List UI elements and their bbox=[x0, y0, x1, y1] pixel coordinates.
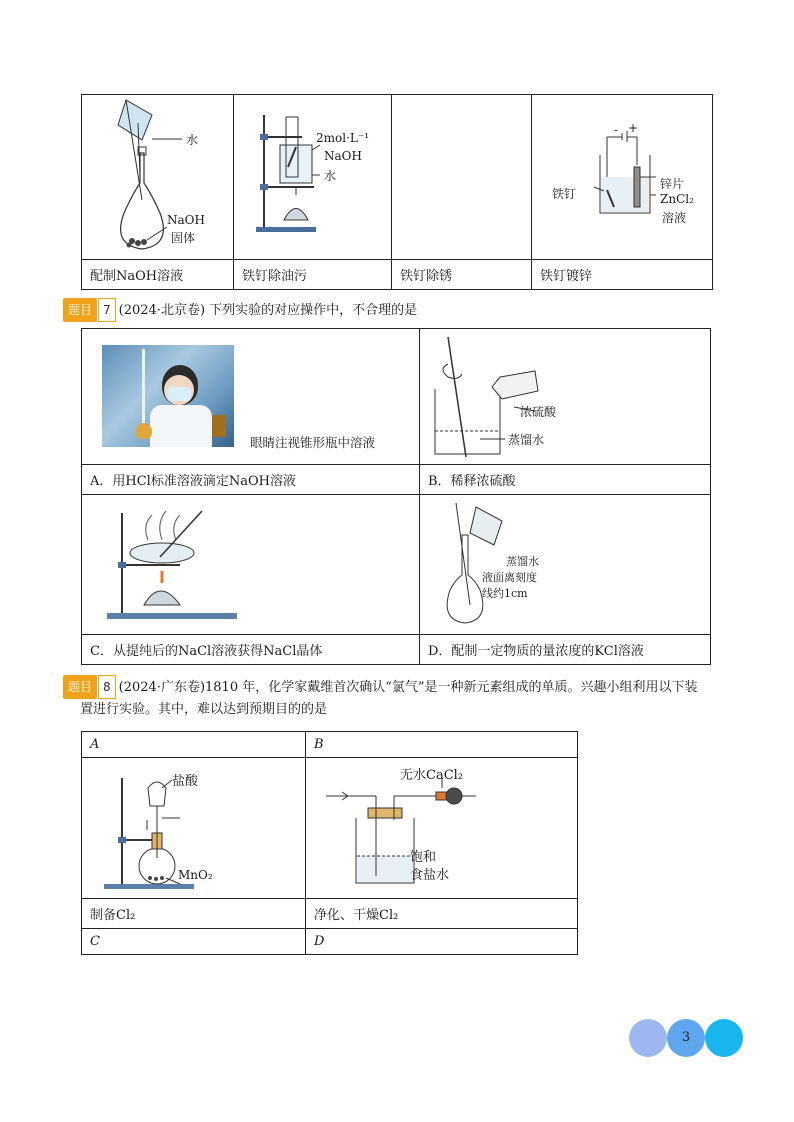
electroplating-figure bbox=[532, 95, 712, 255]
caption-galvanize: 铁钉镀锌 bbox=[532, 260, 713, 290]
option-a-caption[interactable]: A．用HCl标准溶液滴定NaOH溶液 bbox=[82, 465, 420, 495]
label-naoh-2: 固体 bbox=[171, 231, 196, 245]
question-text-line-1: (2024·广东卷)1810 年，化学家戴维首次确认“氯气”是一种新元素组成的单质。兴趣小组利用以下装 bbox=[118, 680, 698, 695]
option-b-apparatus bbox=[306, 758, 578, 899]
cell-prepare-naoh-figure bbox=[82, 95, 234, 260]
caption-prepare-cl2: 制备Cl₂ bbox=[82, 899, 306, 929]
caption-degrease: 铁钉除油污 bbox=[234, 260, 392, 290]
header-b: B bbox=[306, 732, 578, 758]
label-distilled-water: 蒸馏水 bbox=[508, 433, 545, 447]
label-concentration: 2mol·L⁻¹ bbox=[316, 131, 370, 145]
header-a: A bbox=[82, 732, 306, 758]
label-d-surface-gap: 液面离刻度 bbox=[482, 571, 537, 584]
option-c-caption[interactable]: C．从提纯后的NaCl溶液获得NaCl晶体 bbox=[82, 635, 420, 665]
question-number: 7 bbox=[98, 298, 116, 322]
label-minus: - bbox=[614, 123, 619, 137]
header-d: D bbox=[306, 929, 578, 955]
photo-caption: 眼睛注视锥形瓶中溶液 bbox=[250, 435, 376, 450]
option-d-figure bbox=[420, 495, 711, 635]
cell-degrease-figure bbox=[234, 95, 392, 260]
option-b-caption[interactable]: B．稀释浓硫酸 bbox=[420, 465, 711, 495]
question-number: 8 bbox=[98, 675, 116, 699]
option-a-apparatus bbox=[82, 758, 306, 899]
label-zncl2: ZnCl₂ bbox=[660, 192, 694, 206]
question-8-stem bbox=[63, 675, 743, 721]
cell-galvanize-figure bbox=[532, 95, 713, 260]
label-naoh-1: NaOH bbox=[167, 213, 205, 227]
question-text-line-2: 置进行实验。其中，难以达到预期目的的是 bbox=[80, 702, 328, 717]
question-tag: 题目 bbox=[63, 675, 97, 699]
label-water-2: 水 bbox=[324, 169, 337, 183]
header-c: C bbox=[82, 929, 306, 955]
question-7-stem bbox=[63, 298, 417, 322]
label-mno2: MnO₂ bbox=[178, 868, 213, 882]
label-water: 水 bbox=[186, 133, 199, 147]
label-d-one-cm: 线约1cm bbox=[482, 587, 528, 600]
label-hcl: 盐酸 bbox=[172, 774, 199, 789]
label-plus: + bbox=[628, 121, 639, 135]
caption-purify-cl2: 净化、干燥Cl₂ bbox=[306, 899, 578, 929]
label-conc-acid: 浓硫酸 bbox=[520, 405, 557, 419]
volumetric-flask-figure bbox=[82, 95, 232, 255]
cell-derust-figure bbox=[392, 95, 532, 260]
label-naoh-solution: NaOH bbox=[324, 149, 362, 163]
badge-circle-right bbox=[705, 1019, 743, 1057]
label-d-distilled-water: 蒸馏水 bbox=[506, 555, 539, 568]
label-nail: 铁钉 bbox=[552, 187, 577, 201]
option-c-figure bbox=[82, 495, 420, 635]
option-d-caption[interactable]: D．配制一定物质的量浓度的KCl溶液 bbox=[420, 635, 711, 665]
question-text: (2024·北京卷) 下列实验的对应操作中，不合理的是 bbox=[118, 303, 418, 318]
label-zinc: 锌片 bbox=[660, 177, 685, 191]
label-cacl2: 无水CaCl₂ bbox=[400, 768, 464, 783]
option-a-figure bbox=[82, 329, 420, 465]
evaporation-figure bbox=[82, 495, 282, 635]
option-b-figure bbox=[420, 329, 711, 465]
heated-beaker-figure bbox=[234, 95, 384, 255]
badge-circle-left bbox=[629, 1019, 667, 1057]
caption-prepare-naoh: 配制NaOH溶液 bbox=[82, 260, 234, 290]
question-7-options-table bbox=[81, 328, 711, 665]
label-solution: 溶液 bbox=[662, 211, 687, 225]
question-tag: 题目 bbox=[63, 298, 97, 322]
page-number: 3 bbox=[681, 1030, 691, 1045]
dilute-acid-figure bbox=[420, 329, 710, 465]
label-brine: 食盐水 bbox=[410, 868, 450, 883]
question-8-options-table bbox=[81, 731, 578, 955]
apparatus-table-1 bbox=[81, 94, 713, 290]
label-saturated: 饱和 bbox=[410, 850, 437, 865]
caption-derust: 铁钉除锈 bbox=[392, 260, 532, 290]
titration-photo bbox=[102, 345, 234, 447]
